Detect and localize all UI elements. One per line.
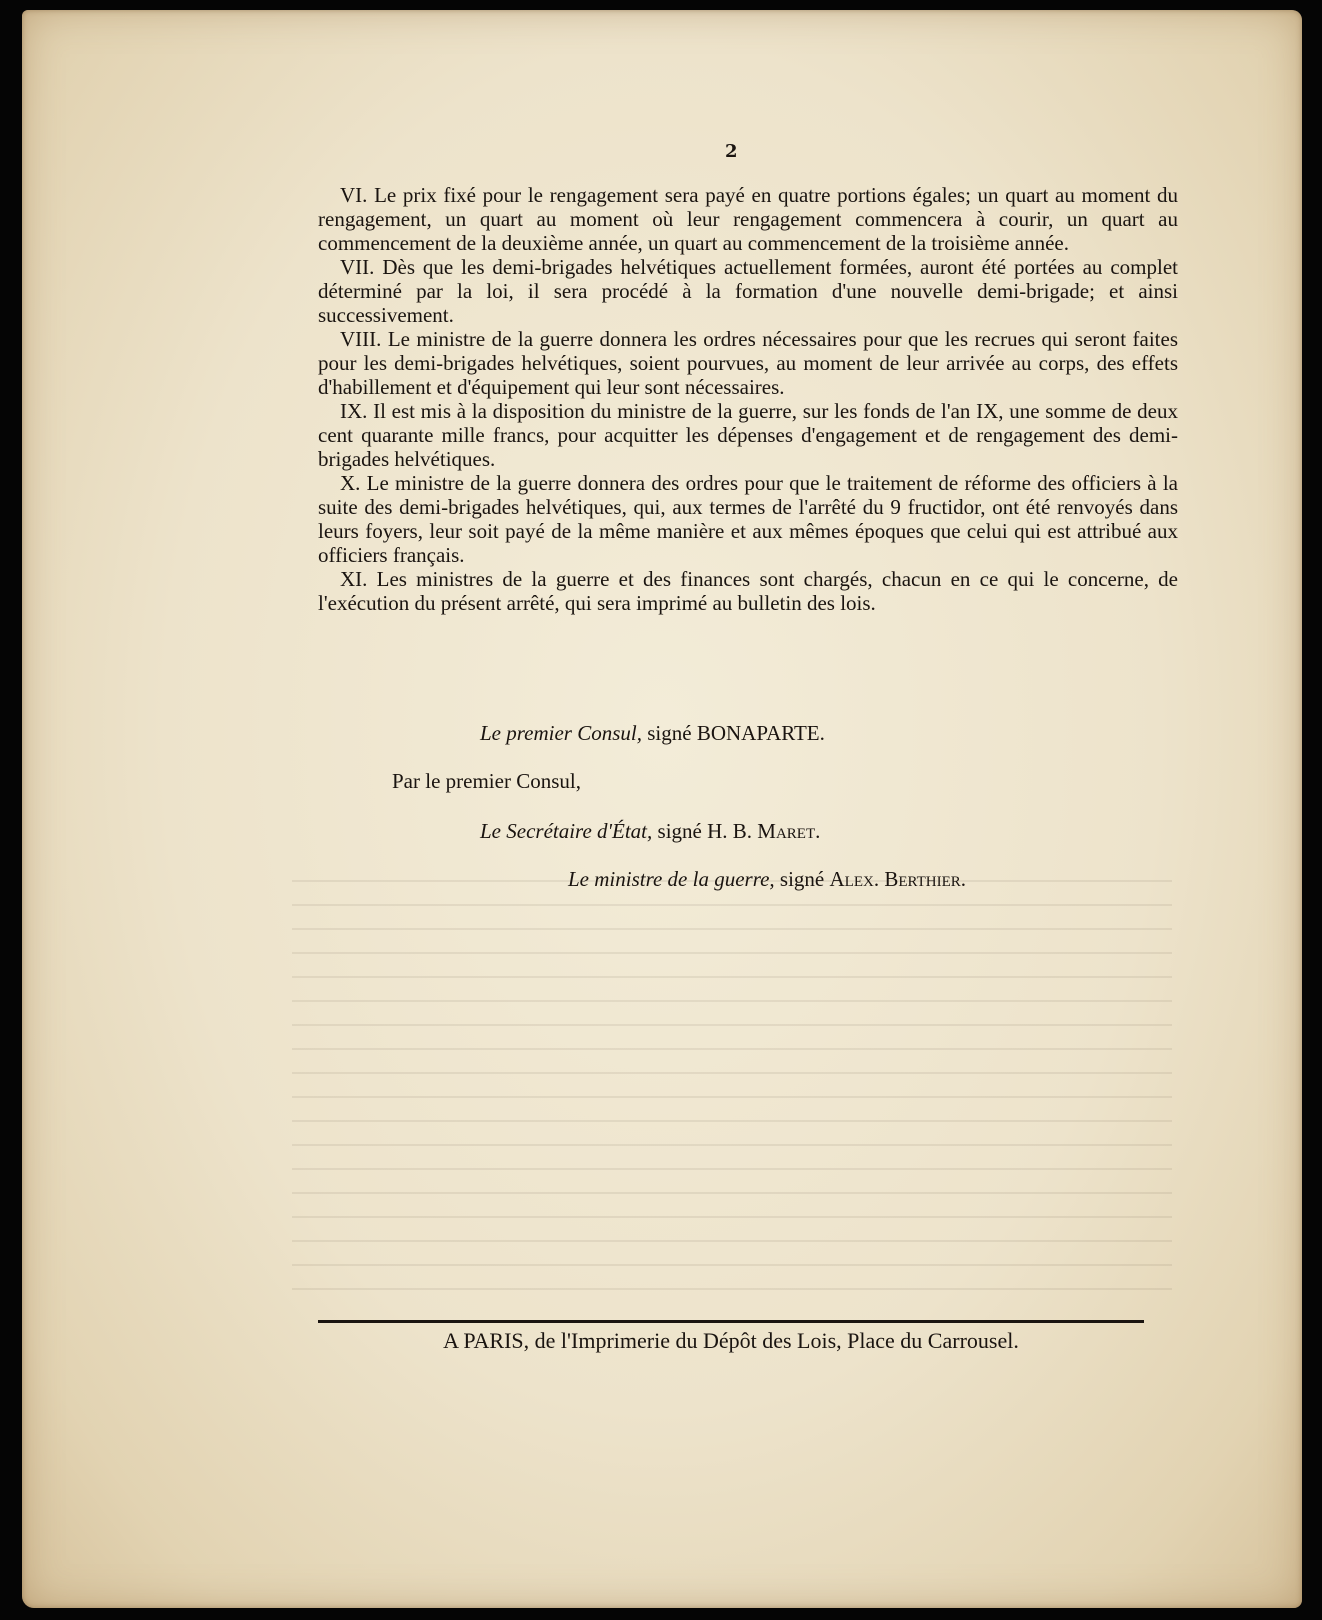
article-viii: VIII. Le ministre de la guerre donnera les ordres nécessaires pour que les recrues qui seront faites pour les demi-brigades helvétiques, soient pourvues, au moment de leur arrivée au corps, des effets d'habillement et d'équipement qui leur sont nécessaires. xyxy=(318,327,1178,399)
article-x: X. Le ministre de la guerre donnera des ordres pour que le traitement de réforme des officiers à la suite des demi-brigades helvétiques, qui, aux termes de l'arrêté du 9 fructidor, ont été renvoyés dans leurs foyers, leur soit payé de la même manière et aux mêmes époques que celui qui est attribué aux officiers français. xyxy=(318,471,1178,567)
consul-name: BONAPARTE. xyxy=(696,721,825,745)
decree-articles xyxy=(318,183,1178,615)
minister-name: Alex. Berthier. xyxy=(829,867,967,891)
secretary-signed: signé xyxy=(657,819,702,843)
bleed-through-shadow xyxy=(292,870,1172,1290)
minister-title: Le ministre de la guerre, xyxy=(568,867,775,891)
minister-signed: signé xyxy=(779,867,825,891)
signature-secretary xyxy=(480,819,820,844)
secretary-name: H. B. Maret. xyxy=(707,819,821,843)
signature-consul xyxy=(480,721,825,746)
imprint-line: A PARIS, de l'Imprimerie du Dépôt des Lois, Place du Carrousel. xyxy=(443,1328,1019,1353)
document-page xyxy=(22,10,1302,1608)
page-number: 2 xyxy=(725,141,738,162)
par-line: Par le premier Consul, xyxy=(392,769,581,793)
signature-minister xyxy=(568,867,966,892)
article-vi: VI. Le prix fixé pour le rengagement sera payé en quatre portions égales; un quart au moment du rengagement, un quart au moment où leur rengagement commencera à courir, un quart au commencement de la deuxième année, un quart au commencement de la troisième année. xyxy=(318,183,1178,255)
consul-title: Le premier Consul, xyxy=(480,721,642,745)
article-ix: IX. Il est mis à la disposition du ministre de la guerre, sur les fonds de l'an IX, une somme de deux cent quarante mille francs, pour acquitter les dépenses d'engagement et de rengagement des demi-brigades helvétiques. xyxy=(318,399,1178,471)
article-vii: VII. Dès que les demi-brigades helvétiques actuellement formées, auront été portées au complet déterminé par la loi, il sera procédé à la formation d'une nouvelle demi-brigade; et ainsi successivement. xyxy=(318,255,1178,327)
article-xi: XI. Les ministres de la guerre et des finances sont chargés, chacun en ce qui le concerne, de l'exécution du présent arrêté, qui sera imprimé au bulletin des lois. xyxy=(318,567,1178,615)
consul-signed: signé xyxy=(647,721,692,745)
imprint-divider xyxy=(318,1320,1144,1323)
secretary-title: Le Secrétaire d'État, xyxy=(480,819,653,843)
